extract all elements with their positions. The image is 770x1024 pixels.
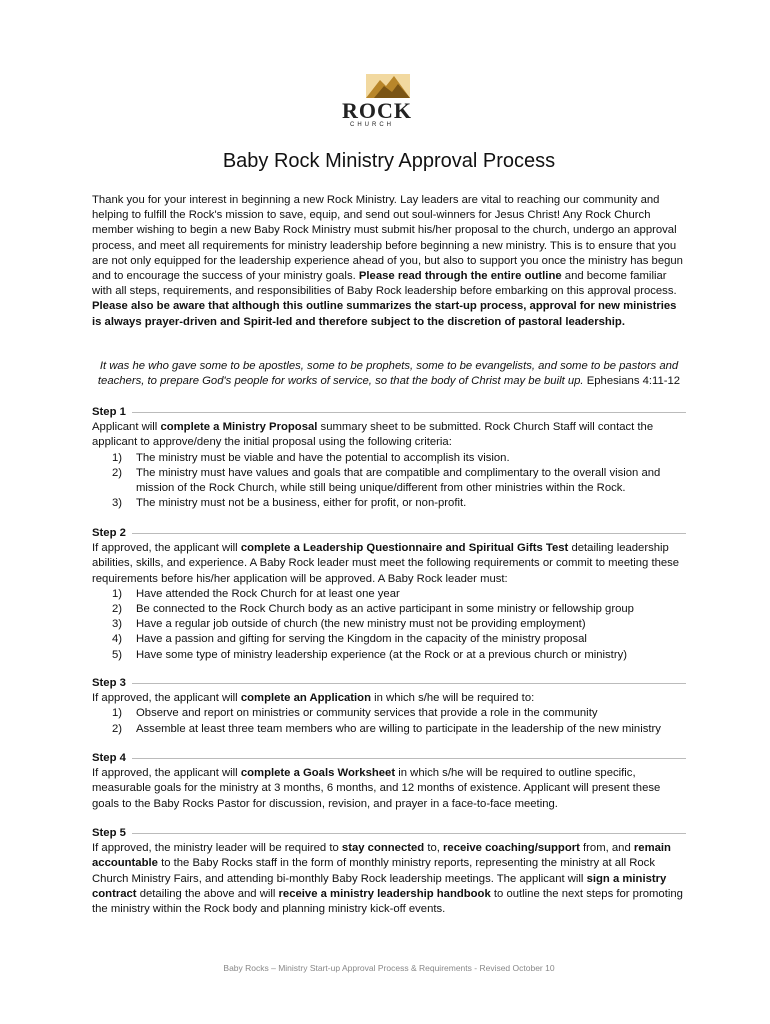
list-item: 3) Have a regular job outside of church (the new ministry must not be providing employment): [112, 618, 586, 631]
step-4-header: [92, 751, 686, 766]
step-5: [92, 826, 686, 917]
step-3-title: Step 3: [92, 677, 126, 689]
step-5-title: Step 5: [92, 827, 126, 839]
list-item: 1) Observe and report on ministries or community services that provide a role in the community: [112, 707, 598, 720]
list-item: 2) Assemble at least three team members who are willing to participate in the leadership of the new ministry: [112, 722, 661, 735]
step-4-title: Step 4: [92, 752, 126, 764]
step-1-header: [92, 405, 686, 420]
logo-word: ROCK: [342, 98, 412, 123]
step-2: [92, 526, 686, 663]
step-1-list: [92, 451, 686, 512]
step-3: [92, 676, 686, 737]
step-2-list: [92, 587, 686, 663]
step-5-text: If approved, the ministry leader will be required to stay connected to, receive coaching/support from, and remain accountable to the Baby Rocks staff in the form of monthly ministry reports, representing the ministry at all Rock Church Ministry Fairs, and attending bi-monthly Baby Rock leadership meetings. The applicant will sign a ministry contract detailing the above and will receive a ministry leadership handbook to outline the next steps for promoting the ministry within the Rock body and planning ministry kick-off events.: [92, 842, 683, 916]
list-item: 5) Have some type of ministry leadership experience (at the Rock or at a previous church or ministry): [112, 648, 627, 661]
step-3-list: [92, 706, 686, 736]
divider: [132, 412, 686, 413]
intro-paragraph: [92, 193, 686, 330]
intro-text-2: and become familiar with all steps, requirements, and responsibilities of Baby Rock leadership before embarking on this approval process.: [92, 270, 677, 298]
step-3-text: If approved, the applicant will complete an Application in which s/he will be required to:: [92, 692, 535, 705]
list-item: 1) The ministry must be viable and have the potential to accomplish its vision.: [112, 451, 510, 464]
list-item: 4) Have a passion and gifting for serving the Kingdom in the capacity of the ministry proposal: [112, 633, 587, 646]
scripture-quote: [92, 359, 686, 389]
step-2-header: [92, 526, 686, 541]
quote-text: It was he who gave some to be apostles, some to be prophets, some to be evangelists, and some to be pastors and teachers, to prepare God's people for works of service, so that the body of Christ may be built up.: [97, 360, 679, 388]
intro-text-1: Thank you for your interest in beginning a new Rock Ministry. Lay leaders are vital to reaching our community and helping to fulfill the Rock's mission to save, equip, and send out soul-winners for Jesus Christ! Any Rock Church member wishing to begin a new Baby Rock Ministry must submit his/her proposal to the church, undergo an approval process, and meet all requirements for ministry leadership before beginning a new ministry. This is to ensure that you are not only equipped for the leadership experience ahead of you, but also to support you once the ministry has begun and to encourage the success of your ministry goals.: [92, 194, 683, 283]
list-item: 3) The ministry must not be a business, either for profit, or non-profit.: [112, 497, 467, 510]
step-4: [92, 751, 686, 812]
step-1: [92, 405, 686, 511]
step-1-text: Applicant will complete a Ministry Proposal summary sheet to be submitted. Rock Church Staff will contact the applicant to approve/deny the initial proposal using the following criteria:: [92, 421, 654, 449]
divider: [132, 533, 686, 534]
intro-bold-1: Please read through the entire outline: [358, 270, 562, 283]
step-4-text: If approved, the applicant will complete a Goals Worksheet in which s/he will be required to outline specific, measurable goals for the ministry at 3 months, 6 months, and 12 months of existence. Applicant will present these goals to the Baby Rocks Pastor for discussion, revision, and prayer in a face-to-face meeting.: [92, 767, 661, 810]
step-3-header: [92, 676, 686, 691]
list-item: 2) Be connected to the Rock Church body as an active participant in some ministry or fellowship group: [112, 603, 634, 616]
intro-bold-2: Please also be aware that although this outline summarizes the start-up process, approval for new ministries is always prayer-driven and Spirit-led and therefore subject to the discretion of pastoral leadership.: [92, 300, 677, 328]
divider: [132, 833, 686, 834]
list-item: 2) The ministry must have values and goals that are compatible and complimentary to the overall vision and mission of the Rock Church, while still being unique/different from other ministries within the Rock.: [112, 466, 661, 495]
list-item: 1) Have attended the Rock Church for at least one year: [112, 587, 400, 600]
divider: [132, 758, 686, 759]
step-5-header: [92, 826, 686, 841]
step-2-title: Step 2: [92, 527, 126, 539]
page-footer: Baby Rocks – Ministry Start-up Approval Process & Requirements - Revised October 10: [223, 963, 555, 973]
step-1-title: Step 1: [92, 406, 126, 418]
quote-reference: Ephesians 4:11-12: [586, 375, 681, 388]
logo-sub: CHURCH: [350, 122, 394, 128]
rock-church-logo: [336, 72, 426, 132]
divider: [132, 683, 686, 684]
step-2-text: If approved, the applicant will complete a Leadership Questionnaire and Spiritual Gifts Test detailing leadership abilities, skills, and experience. A Baby Rock leader must meet the following requirements or commit to meeting these requirements before his/her application will be approved. A Baby Rock leader must:: [92, 542, 680, 585]
page-title: Baby Rock Ministry Approval Process: [222, 150, 556, 172]
